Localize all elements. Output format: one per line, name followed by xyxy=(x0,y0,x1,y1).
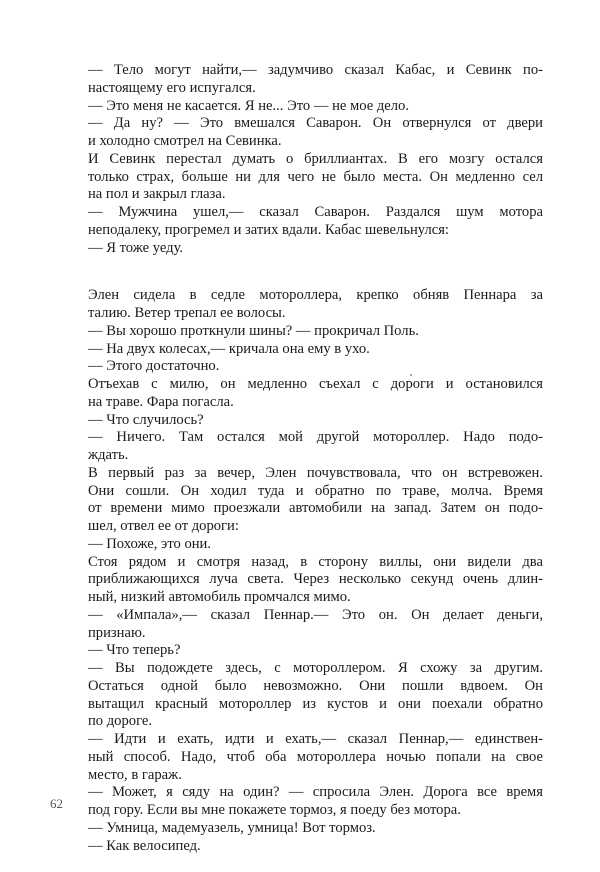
text-line: — Да ну? — Это вмешался Саварон. Он отвернулся от двери xyxy=(88,115,543,132)
text-line: — Ничего. Там остался мой другой мотороллер. Надо подо- xyxy=(88,429,543,446)
text-line: — Мужчина ушел,— сказал Саварон. Раздался шум мотора xyxy=(88,204,543,220)
text-line: только страх, больше ни для чего не было места. Он медленно сел xyxy=(88,168,543,185)
text-line: признаю. xyxy=(88,624,146,641)
text-line: В первый раз за вечер, Элен почувствовала, что он встревожен. xyxy=(88,464,543,481)
text-line: настоящему его испугался. xyxy=(88,79,256,96)
text-line: талию. Ветер трепал ее волосы. xyxy=(88,305,286,321)
text-line: — Похоже, это они. xyxy=(88,535,212,552)
text-line: место, в гараж. xyxy=(88,766,182,783)
text-line: Отъехав с милю, он медленно съехал с дороги и остановился xyxy=(88,376,543,392)
text-line: под гору. Если вы мне покажете тормоз, я поеду без мотора. xyxy=(88,802,461,818)
text-line: от времени мимо проезжали автомобили на запад. Затем он подо- xyxy=(88,500,543,517)
text-line: ный, низкий автомобиль промчался мимо. xyxy=(88,589,351,605)
text-line: Стоя рядом и смотря назад, в сторону виллы, они видели два xyxy=(88,553,543,570)
text-line: — Вы хорошо проткнули шины? — прокричал Поль. xyxy=(88,322,419,339)
text-line: — Этого достаточно. xyxy=(88,358,220,375)
text-line: — Что случилось? xyxy=(88,411,204,428)
text-line: — Вы подождете здесь, с мотороллером. Я схожу за другим. xyxy=(88,660,543,676)
text-line: ный способ. Надо, чтоб оба мотороллера ночью попали на свое xyxy=(88,748,543,765)
section-1 xyxy=(88,62,543,257)
text-line: приближающихся луча света. Через несколько секунд очень длин- xyxy=(88,571,543,588)
section-break xyxy=(88,257,543,287)
text-line: — Тело могут найти,— задумчиво сказал Кабас, и Севинк по- xyxy=(88,62,543,78)
text-line: неподалеку, прогремел и затих вдали. Кабас шевельнулся: xyxy=(88,221,449,238)
text-line: — Идти и ехать, идти и ехать,— сказал Пеннар,— единствен- xyxy=(88,731,543,747)
page-text xyxy=(88,62,543,855)
text-line: — Как велосипед. xyxy=(88,837,201,854)
text-line: — Я тоже уеду. xyxy=(88,239,184,256)
text-line: — Это меня не касается. Я не... Это — не мое дело. xyxy=(88,97,409,114)
text-line: и холодно смотрел на Севинка. xyxy=(88,133,282,149)
section-2 xyxy=(88,287,543,855)
text-line: вытащил красный мотороллер из кустов и они поехали обратно xyxy=(88,695,543,712)
text-line: — Может, я сяду на один? — спросила Элен. Дорога все время xyxy=(88,784,543,801)
scan-speck xyxy=(410,374,412,376)
text-line: Остаться одной было невозможно. Они пошли вдвоем. Он xyxy=(88,677,543,694)
text-line: — Умница, мадемуазель, умница! Вот тормоз. xyxy=(88,819,376,836)
text-line: Они сошли. Он ходил туда и обратно по траве, молча. Время xyxy=(88,482,543,499)
text-line: Элен сидела в седле мотороллера, крепко обняв Пеннара за xyxy=(88,287,543,304)
text-line: — «Импала»,— сказал Пеннар.— Это он. Он делает деньги, xyxy=(88,606,543,623)
page-number: 62 xyxy=(50,796,63,811)
text-line: И Севинк перестал думать о бриллиантах. В его мозгу остался xyxy=(88,150,543,167)
text-line: шел, отвел ее от дороги: xyxy=(88,518,239,534)
text-line: ждать. xyxy=(88,447,129,463)
text-line: — Что теперь? xyxy=(88,642,181,659)
text-line: по дороге. xyxy=(88,713,152,730)
text-line: на траве. Фара погасла. xyxy=(88,393,234,410)
text-line: на пол и закрыл глаза. xyxy=(88,186,226,203)
text-line: — На двух колесах,— кричала она ему в ухо. xyxy=(88,340,370,357)
